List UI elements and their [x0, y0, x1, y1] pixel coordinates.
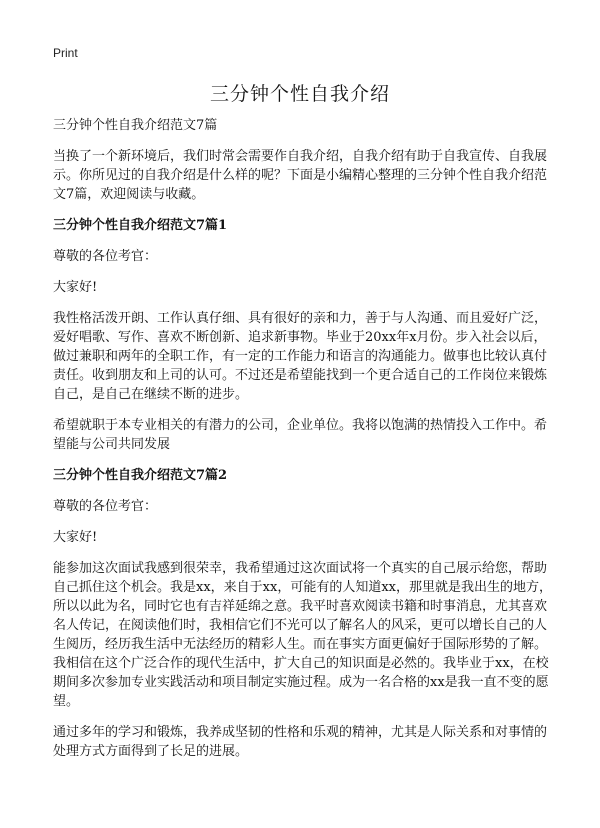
print-link[interactable]: Print [53, 46, 78, 60]
greeting-text: 尊敬的各位考官： [53, 249, 158, 264]
body-paragraph: 能参加这次面试我感到很荣幸，我希望通过这次面试将一个真实的自己展示给您，帮助自己抓住这个机会。我是xx，来自于xx，可能有的人知道xx，那里就是我出生的地方，所以以此为名，同时它也有吉祥延绵之意。我平时喜欢阅读书籍和时事消息，尤其喜欢名人传记，在阅读他们时，我相信它们不光可以了解名人的风采，更可以增长自己的人生阅历，经历我生活中无法经历的精彩人生。而在事实方面更偏好于国际形势的了解。我相信在这个广泛合作的现代生活中，扩大自己的知识面是必然的。我毕业于xx，在校期间多次参加专业实践活动和项目制定实施过程。成为一名合格的xx是我一直不变的愿望。 [53, 561, 552, 709]
body-paragraph: 通过多年的学习和锻炼，我养成坚韧的性格和乐观的精神，尤其是人际关系和对事情的处理方式方面得到了长足的进展。 [53, 725, 548, 759]
body-paragraph: 希望就职于本专业相关的有潜力的公司，企业单位。我将以饱满的热情投入工作中。希望能与公司共同发展 [53, 418, 548, 452]
intro-paragraph: 当换了一个新环境后，我们时常会需要作自我介绍，自我介绍有助于自我宣传、自我展示。你所见过的自我介绍是什么样的呢？下面是小编精心整理的三分钟个性自我介绍范文7篇，欢迎阅读与收藏。 [53, 149, 548, 202]
page-title: 三分钟个性自我介绍 [209, 83, 390, 105]
hello-text: 大家好! [53, 530, 98, 545]
document-body [53, 116, 553, 773]
body-paragraph: 我性格活泼开朗、工作认真仔细、具有很好的亲和力，善于与人沟通、而且爱好广泛，爱好唱歌、写作、喜欢不断创新、追求新事物。毕业于20xx年x月份。步入社会以后，做过兼职和两年的全职工作，有一定的工作能力和语言的沟通能力。做事也比较认真付责任。收到朋友和上司的认可。不过还是希望能找到一个更合适自己的工作岗位来锻炼自己，是自己在继续不断的进步。 [53, 311, 548, 402]
section-2 [53, 466, 553, 761]
section-heading: 三分钟个性自我介绍范文7篇1 [53, 218, 228, 233]
document-subtitle: 三分钟个性自我介绍范文7篇 [53, 118, 218, 133]
section-1 [53, 216, 553, 454]
greeting-text: 尊敬的各位考官： [53, 499, 158, 514]
section-heading: 三分钟个性自我介绍范文7篇2 [53, 468, 228, 483]
hello-text: 大家好! [53, 280, 98, 295]
